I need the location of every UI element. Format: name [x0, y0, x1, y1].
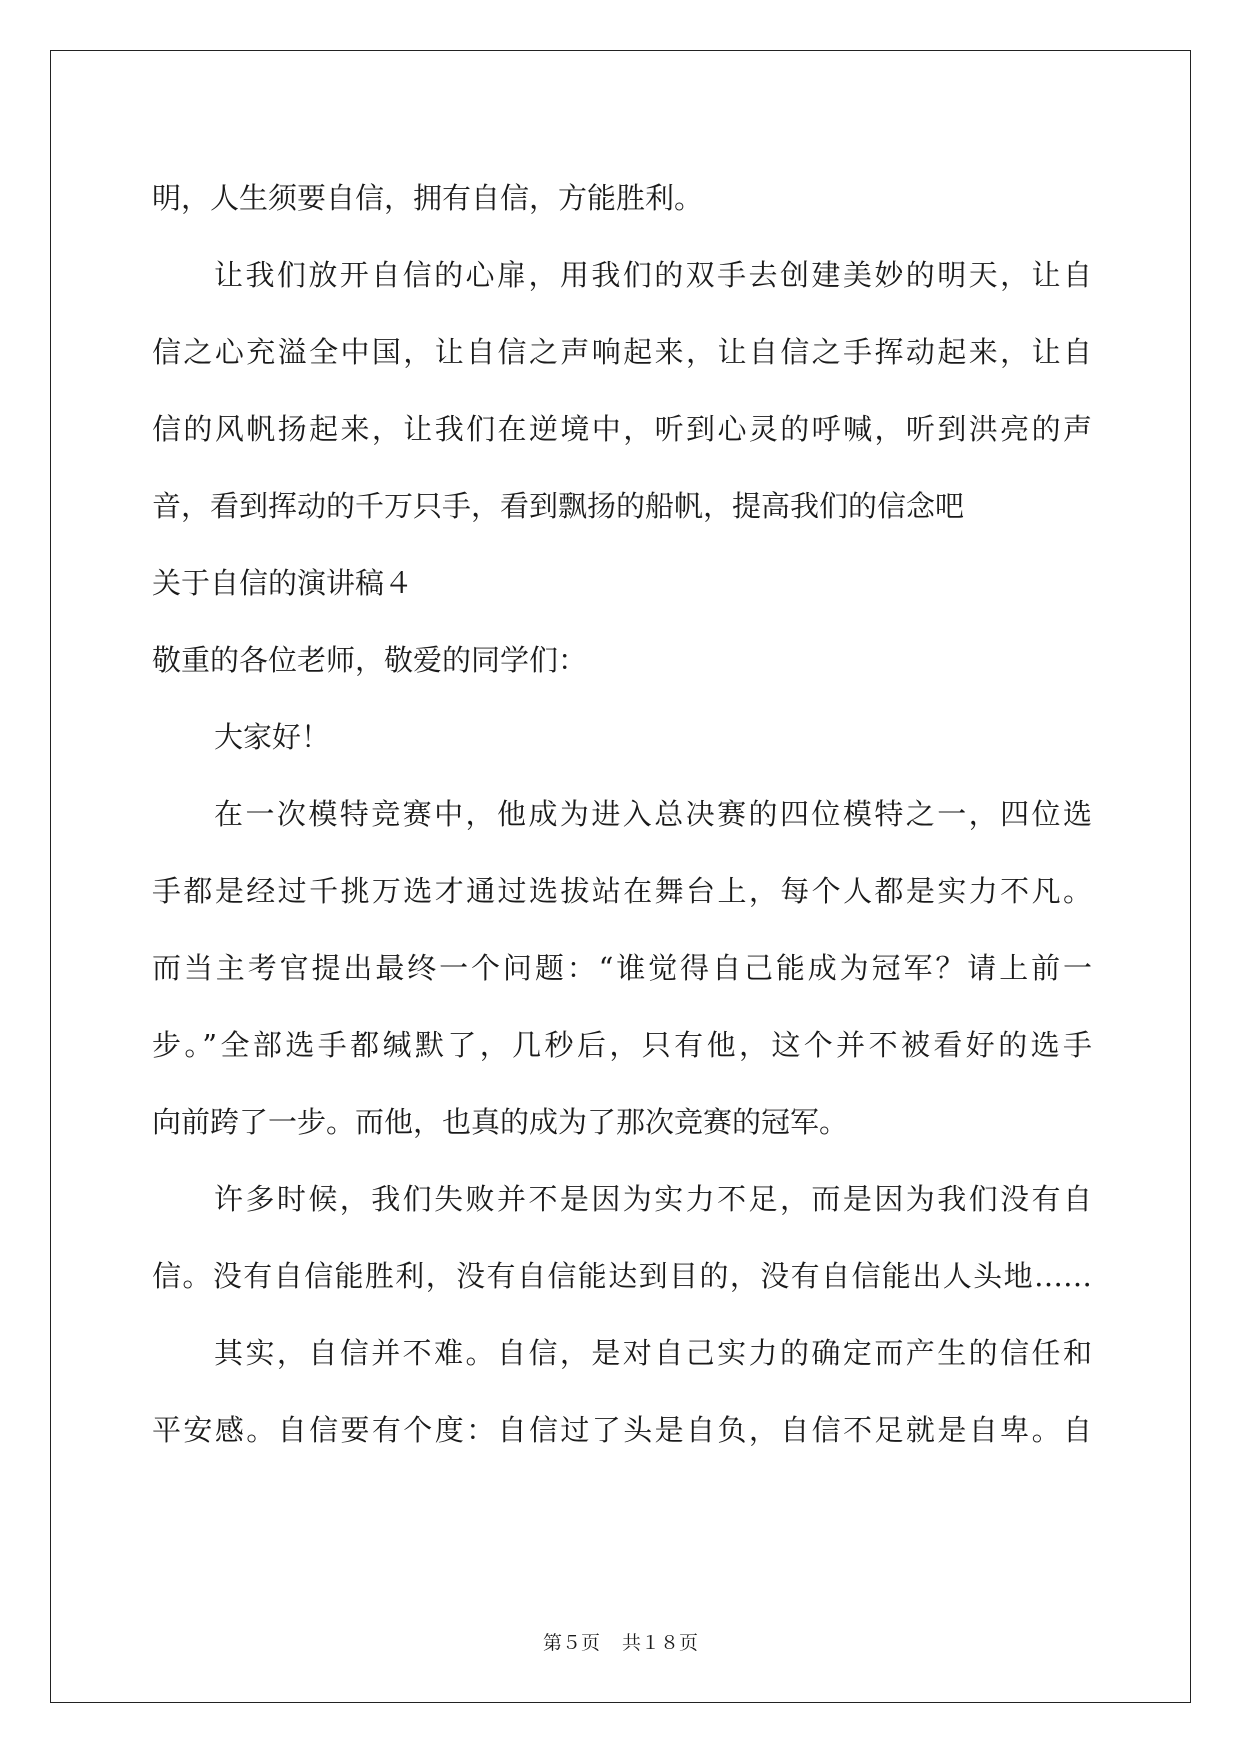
salutation: 敬重的各位老师，敬爱的同学们：: [152, 643, 588, 677]
body-line: 信之心充溢全中国，让自信之声响起来，让自信之手挥动起来，让自: [152, 335, 1092, 369]
body-line: 信的风帆扬起来，让我们在逆境中，听到心灵的呼喊，听到洪亮的声: [152, 412, 1092, 446]
body-line: 信。没有自信能胜利，没有自信能达到目的，没有自信能出人头地……: [152, 1259, 1092, 1293]
body-line: 明，人生须要自信，拥有自信，方能胜利。: [152, 181, 704, 215]
body-line: 平安感。自信要有个度：自信过了头是自负，自信不足就是自卑。自: [152, 1413, 1092, 1447]
body-line: 让我们放开自信的心扉，用我们的双手去创建美妙的明天，让自: [214, 258, 1092, 292]
body-line: 音，看到挥动的千万只手，看到飘扬的船帆，提高我们的信念吧: [152, 489, 965, 523]
document-body: [152, 160, 1092, 1469]
body-line: 在一次模特竞赛中，他成为进入总决赛的四位模特之一，四位选: [214, 797, 1092, 831]
body-line: 向前跨了一步。而他，也真的成为了那次竞赛的冠军。: [152, 1105, 849, 1139]
page-number: 第５页: [542, 1632, 600, 1654]
page-total: 共１８页: [622, 1632, 699, 1654]
greeting: 大家好！: [214, 720, 331, 754]
body-line: 其实，自信并不难。自信，是对自己实力的确定而产生的信任和: [214, 1336, 1092, 1370]
body-line: 步。”全部选手都缄默了，几秒后，只有他，这个并不被看好的选手: [152, 1028, 1092, 1062]
body-line: 而当主考官提出最终一个问题：“谁觉得自己能成为冠军？请上前一: [152, 951, 1092, 985]
section-heading: 关于自信的演讲稿４: [152, 566, 414, 600]
body-line: 手都是经过千挑万选才通过选拔站在舞台上，每个人都是实力不凡。: [152, 874, 1092, 908]
page-footer: [0, 1628, 1241, 1655]
body-line: 许多时候，我们失败并不是因为实力不足，而是因为我们没有自: [214, 1182, 1092, 1216]
